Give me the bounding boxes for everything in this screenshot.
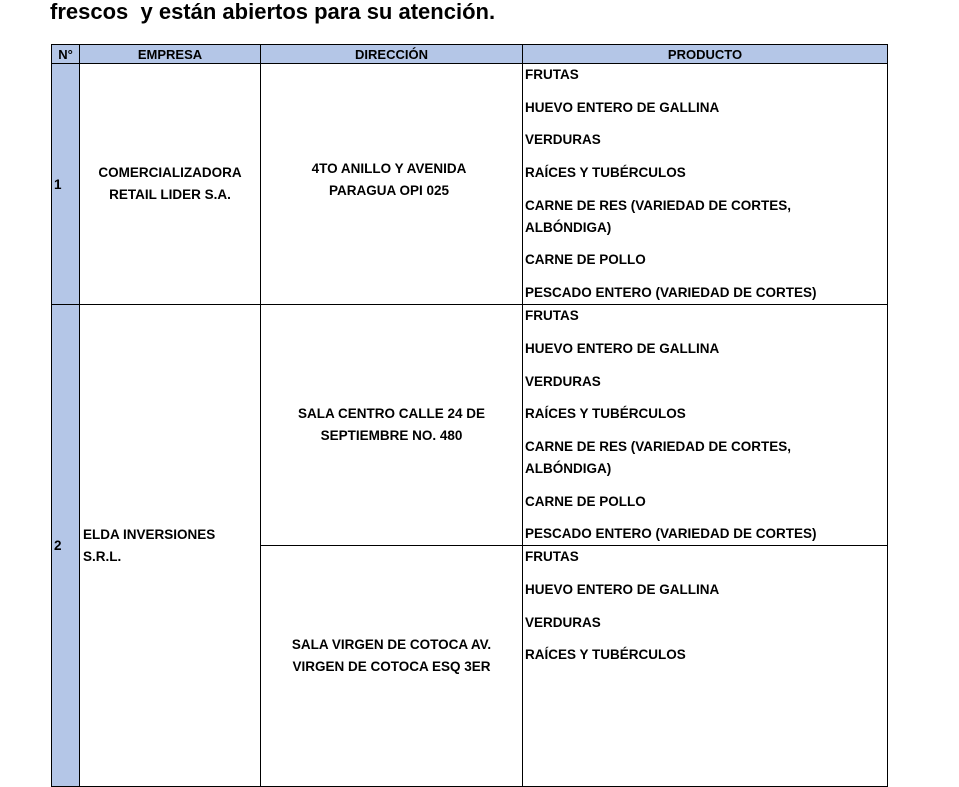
direccion-cell [261,305,523,546]
header-producto: PRODUCTO [523,45,888,64]
producto-cell [523,64,888,305]
direccion-cell [261,64,523,305]
direccion-cell [261,546,523,787]
page-heading: frescos y están abiertos para su atención. [50,0,496,24]
product-item: RAÍCES Y TUBÉRCULOS [525,647,686,663]
row-number: 1 [52,64,80,305]
providers-table [51,44,888,787]
producto-cell [523,305,888,546]
table-row [52,64,888,305]
product-item: PESCADO ENTERO (VARIEDAD DE CORTES) [525,526,817,542]
product-item: CARNE DE RES (VARIEDAD DE CORTES, ALBÓNDIGA) [525,438,792,476]
product-item: CARNE DE RES (VARIEDAD DE CORTES, ALBÓNDIGA) [525,197,792,235]
table-row [52,305,888,546]
empresa-cell [80,305,261,787]
product-item: FRUTAS [525,549,579,565]
product-item: HUEVO ENTERO DE GALLINA [525,99,720,115]
product-item: RAÍCES Y TUBÉRCULOS [525,406,686,422]
empresa-cell [80,64,261,305]
direccion-text: SALA CENTRO CALLE 24 DE SEPTIEMBRE NO. 480 [297,406,486,444]
header-direccion: DIRECCIÓN [261,45,523,64]
header-num: N° [52,45,80,64]
product-item: HUEVO ENTERO DE GALLINA [525,340,720,356]
product-item: VERDURAS [525,373,601,389]
product-item: FRUTAS [525,308,579,324]
product-item: PESCADO ENTERO (VARIEDAD DE CORTES) [525,285,817,301]
product-item: VERDURAS [525,614,601,630]
product-item: HUEVO ENTERO DE GALLINA [525,581,720,597]
empresa-name: ELDA INVERSIONES S.R.L. [83,526,216,564]
direccion-text: SALA VIRGEN DE COTOCA AV. VIRGEN DE COTOCA ESQ 3ER [291,637,492,675]
product-item: CARNE DE POLLO [525,252,646,268]
table-header-row [52,45,888,64]
row-number: 2 [52,305,80,787]
direccion-text: 4TO ANILLO Y AVENIDA PARAGUA OPI 025 [311,161,467,199]
product-item: VERDURAS [525,132,601,148]
product-item: RAÍCES Y TUBÉRCULOS [525,165,686,181]
header-empresa: EMPRESA [80,45,261,64]
producto-cell [523,546,888,787]
product-item: CARNE DE POLLO [525,493,646,509]
product-item: FRUTAS [525,67,579,82]
empresa-name: COMERCIALIZADORA RETAIL LIDER S.A. [98,165,242,203]
